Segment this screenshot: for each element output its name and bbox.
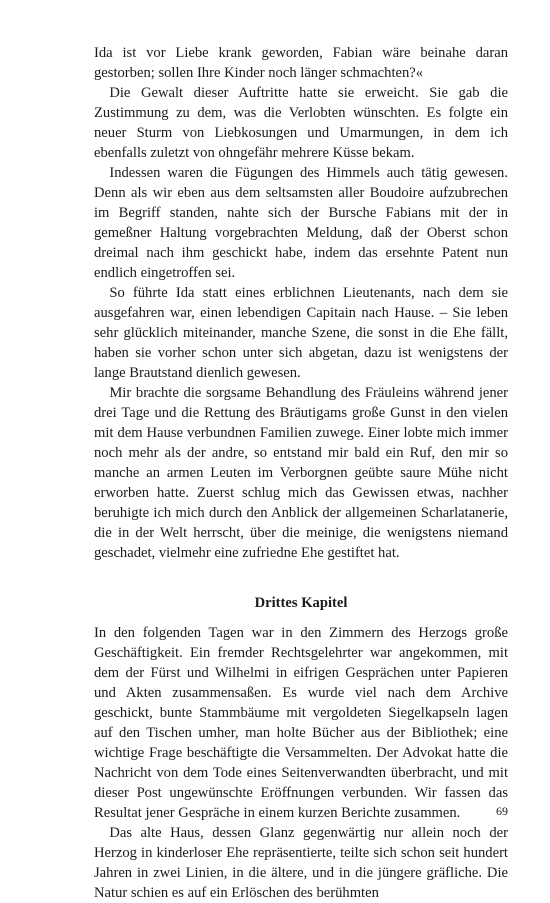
page-number: 69	[496, 804, 508, 818]
paragraph: So führte Ida statt eines erblichnen Lieutenants, nach dem sie ausgefahren war, einen lebendigen Capitain nach Hause. – Sie leben sehr glücklich miteinander, manche Szene, die sonst in die Ehe fällt, haben sie vorher schon unter sich abgetan, dazu ist wenigstens der lange Brautstand dienlich gewesen.	[94, 285, 508, 381]
chapter-heading: Drittes Kapitel	[254, 595, 348, 611]
paragraph: Ida ist vor Liebe krank geworden, Fabian wäre beinahe daran gestorben; sollen Ihre Kinder noch länger schmachten?«	[94, 45, 508, 81]
paragraph: Indessen waren die Fügungen des Himmels auch tätig gewesen. Denn als wir eben aus dem seltsamsten aller Boudoire aufzubrechen im Begriff standen, nahte sich der Bursche Fabians mit der in gemeßner Haltung vorgebrachten Meldung, daß der Oberst schon dreimal nach ihm geschickt habe, indem das ersehnte Patent nun endlich eingetroffen sei.	[94, 165, 508, 281]
paragraph: Die Gewalt dieser Auftritte hatte sie erweicht. Sie gab die Zustimmung zu dem, was die Verlobten wünschten. Es folgte ein neuer Sturm von Liebkosungen und Umarmungen, in dem ich ebenfalls zuletzt von ohngefähr mehrere Küsse bekam.	[94, 85, 508, 161]
paragraph: Mir brachte die sorgsame Behandlung des Fräuleins während jener drei Tage und die Rettung des Bräutigams große Gunst in den vielen mit dem Hause verbundnen Familien zuwege. Einer lobte mich immer noch mehr als der andre, so entstand mir bald ein Ruf, den mir so manche an armen Leuten im Verborgnen geübte saure Mühe nicht erworben hatte. Zuerst schlug mich das Gewissen etwas, nachher beruhigte ich mich durch den Anblick der allgemeinen Scharlatanerie, die in der Welt herrscht, über die meinige, die wenigstens niemand geschadet, vielmehr eine zufriedne Ehe gestiftet hat.	[94, 385, 508, 561]
paragraph: In den folgenden Tagen war in den Zimmern des Herzogs große Geschäftigkeit. Ein fremder Rechtsgelehrter war angekommen, mit dem der Fürst und Wilhelmi in eifrigen Gesprächen unter Papieren und Akten zusammensaßen. Es wurde viel nach dem Archive geschickt, bunte Stammbäume mit vergoldeten Siegelkapseln lagen auf den Tischen umher, man holte Bücher aus der Bibliothek; eine wichtige Frage beschäftigte die Versammelten. Der Advokat hatte die Nachricht von dem Tode eines Seitenverwandten überbracht, und mit dieser Post ungewünschte Eröffnungen verbunden. Wir fassen das Resultat jener Gespräche in einem kurzen Berichte zusammen.	[94, 625, 508, 821]
paragraph: Das alte Haus, dessen Glanz gegenwärtig nur allein noch der Herzog in kinderloser Ehe repräsentierte, teilte sich schon seit hundert Jahren in zwei Linien, in die ältere, und in die jüngere gräfliche. Die Natur schien es auf ein Erlöschen des berühmten	[94, 825, 508, 901]
page-body	[94, 43, 508, 903]
